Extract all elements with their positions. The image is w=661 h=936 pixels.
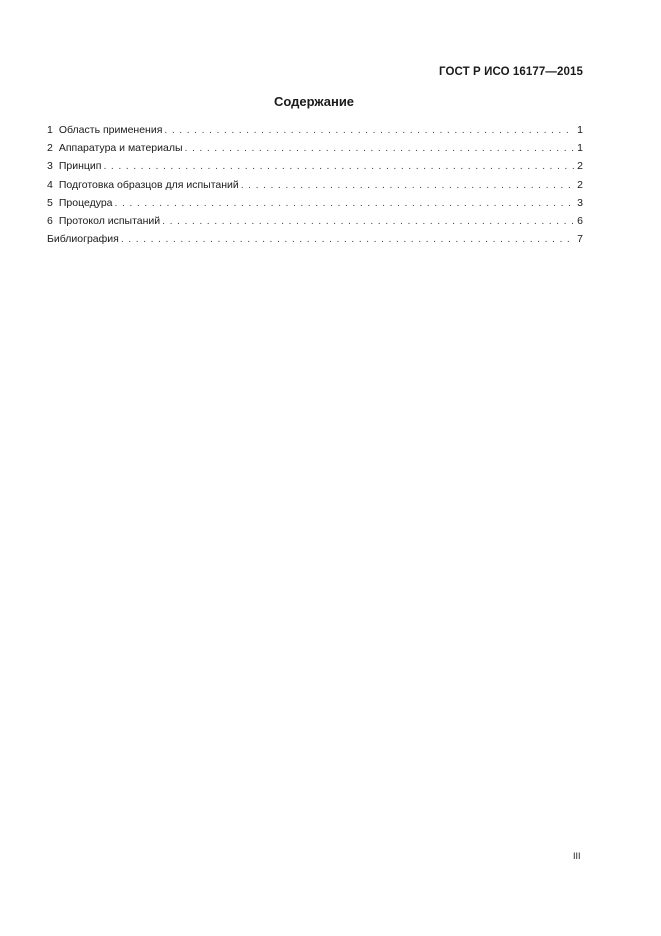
toc-entry-procedure[interactable] [47, 194, 583, 212]
toc-entry-sample-preparation[interactable] [47, 176, 583, 194]
toc-entry-page: 1 [577, 124, 583, 136]
toc-entry-label: Подготовка образцов для испытаний [58, 178, 239, 191]
toc-entry-page: 3 [577, 196, 583, 209]
toc-entry-page: 2 [577, 178, 583, 191]
toc-entry-label: Протокол испытаний [58, 214, 161, 227]
dot-leader [185, 139, 574, 157]
toc-entry-label: Аппаратура и материалы [58, 142, 183, 155]
toc-entry-bibliography[interactable] [47, 230, 583, 248]
toc-entry-number: 5 [47, 196, 53, 209]
toc-entry-label: Область применения [58, 124, 163, 136]
standard-code: ГОСТ Р ИСО 16177—2015 [438, 66, 583, 78]
toc-entry-principle[interactable] [47, 157, 583, 175]
toc-entry-number: 2 [47, 142, 53, 155]
dot-leader [115, 194, 574, 212]
toc-entry-page: 1 [577, 142, 583, 155]
toc-entry-label: Принцип [58, 160, 102, 173]
table-of-contents [47, 121, 583, 248]
toc-entry-number: 6 [47, 214, 53, 227]
dot-leader [103, 157, 574, 175]
toc-entry-number: 3 [47, 160, 53, 173]
toc-entry-page: 6 [577, 214, 583, 227]
toc-entry-test-report[interactable] [47, 212, 583, 230]
page-number: III [573, 851, 581, 861]
dot-leader [164, 121, 574, 139]
dot-leader [162, 212, 574, 230]
dot-leader [241, 176, 574, 194]
toc-entry-page: 2 [577, 160, 583, 173]
toc-entry-apparatus[interactable] [47, 139, 583, 157]
toc-entry-number: 1 [47, 124, 53, 136]
toc-entry-scope[interactable] [47, 121, 583, 139]
toc-entry-label: Процедура [58, 196, 113, 209]
dot-leader [121, 230, 574, 248]
toc-entry-label: Библиография [47, 233, 119, 246]
toc-entry-page: 7 [577, 233, 583, 246]
toc-entry-number: 4 [47, 178, 53, 191]
toc-title: Содержание [273, 94, 355, 109]
